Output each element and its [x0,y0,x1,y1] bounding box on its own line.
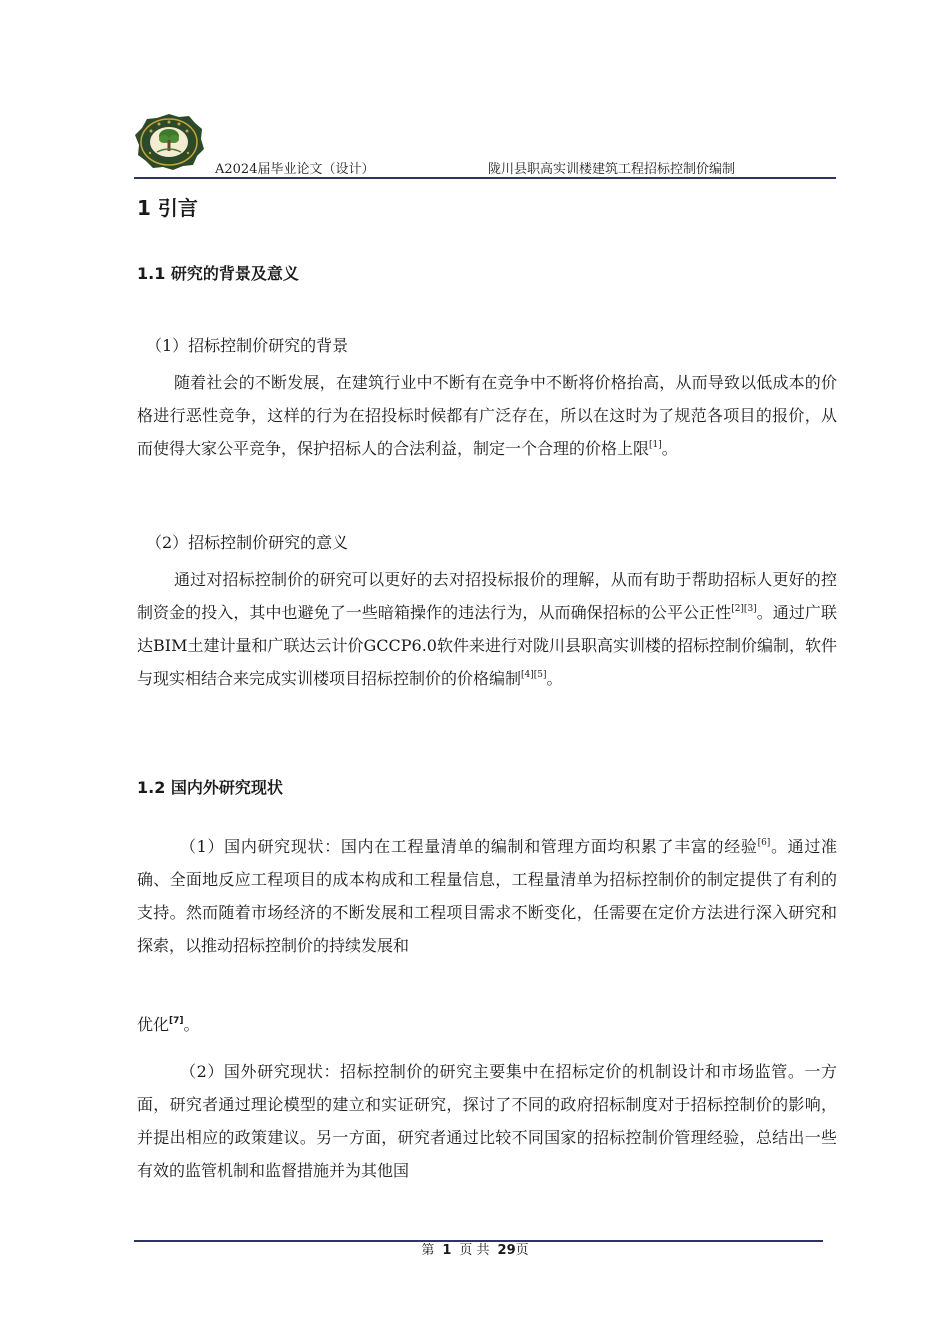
university-seal-icon [133,111,205,171]
paragraph-domestic-status [137,830,837,962]
page-total: 29 [497,1243,516,1258]
header-rule [134,177,836,179]
page-footer [0,1239,950,1258]
paragraph-text: 。通过准确、全面地反应工程项目的成本构成和工程量信息，工程量清单为招标控制价的制定提供了有利的支持。然而随着市场经济的不断发展和工程项目需求不断变化，任需要在定价方法进行深入研究和探索，以推动招标控制价的持续发展和 [137,837,837,955]
citation: [2][3] [731,604,757,614]
punctuation: 。 [661,439,678,458]
citation: [1] [649,440,662,450]
citation: [6] [757,838,771,848]
page-number: 1 [442,1243,452,1258]
paragraph-text: （1）国内研究现状：国内在工程量清单的编制和管理方面均积累了丰富的经验 [180,837,758,856]
footer-prefix: 第 [421,1243,435,1258]
paragraph-text: 随着社会的不断发展，在建筑行业中不断有在竞争中不断将价格抬高，从而导致以低成本的价格进行恶性竞争，这样的行为在招投标时候都有广泛存在，所以在这时为了规范各项目的报价，从而使得大家公平竞争，保护招标人的合法利益，制定一个合理的价格上限 [137,373,837,458]
section-heading-background: 1.1 研究的背景及意义 [137,264,299,283]
paragraph-significance [137,563,837,695]
footer-middle: 页 共 [459,1243,490,1258]
chapter-title: 1 引言 [137,196,198,220]
footer-suffix: 页 [515,1243,529,1258]
paragraph-text: 优化 [137,1015,170,1034]
punctuation: 。 [183,1015,200,1034]
citation: [4][5] [521,670,547,680]
header-left-text: A2024届毕业论文（设计） [215,162,375,177]
paragraph-text: 通过对招标控制价的研究可以更好的去对招投标报价的理解，从而有助于帮助招标人更好的控制资金的投入，其中也避免了一些暗箱操作的违法行为，从而确保招标的公平公正性 [137,570,837,622]
header-right-text: 陇川县职高实训楼建筑工程招标控制价编制 [488,162,736,177]
paragraph-background [137,366,837,465]
paragraph-continuation [137,1012,200,1035]
citation: [7] [169,1016,184,1026]
section-heading-research-status: 1.2 国内外研究现状 [137,778,283,797]
subsection-label-significance: （2）招标控制价研究的意义 [146,533,349,552]
paragraph-text: 。通过广联达BIM土建计量和广联达云计价GCCP6.0软件来进行对陇川县职高实训楼的招标控制价编制，软件与现实相结合来完成实训楼项目招标控制价的价格编制 [137,603,837,688]
paragraph-foreign-status: （2）国外研究现状：招标控制价的研究主要集中在招标定价的机制设计和市场监管。一方面，研究者通过理论模型的建立和实证研究，探讨了不同的政府招标制度对于招标控制价的影响，并提出相应的政策建议。另一方面，研究者通过比较不同国家的招标控制价管理经验，总结出一些有效的监管机制和监督措施并为其他国 [137,1062,837,1180]
subsection-label-background: （1）招标控制价研究的背景 [146,336,349,355]
punctuation: 。 [546,669,563,688]
